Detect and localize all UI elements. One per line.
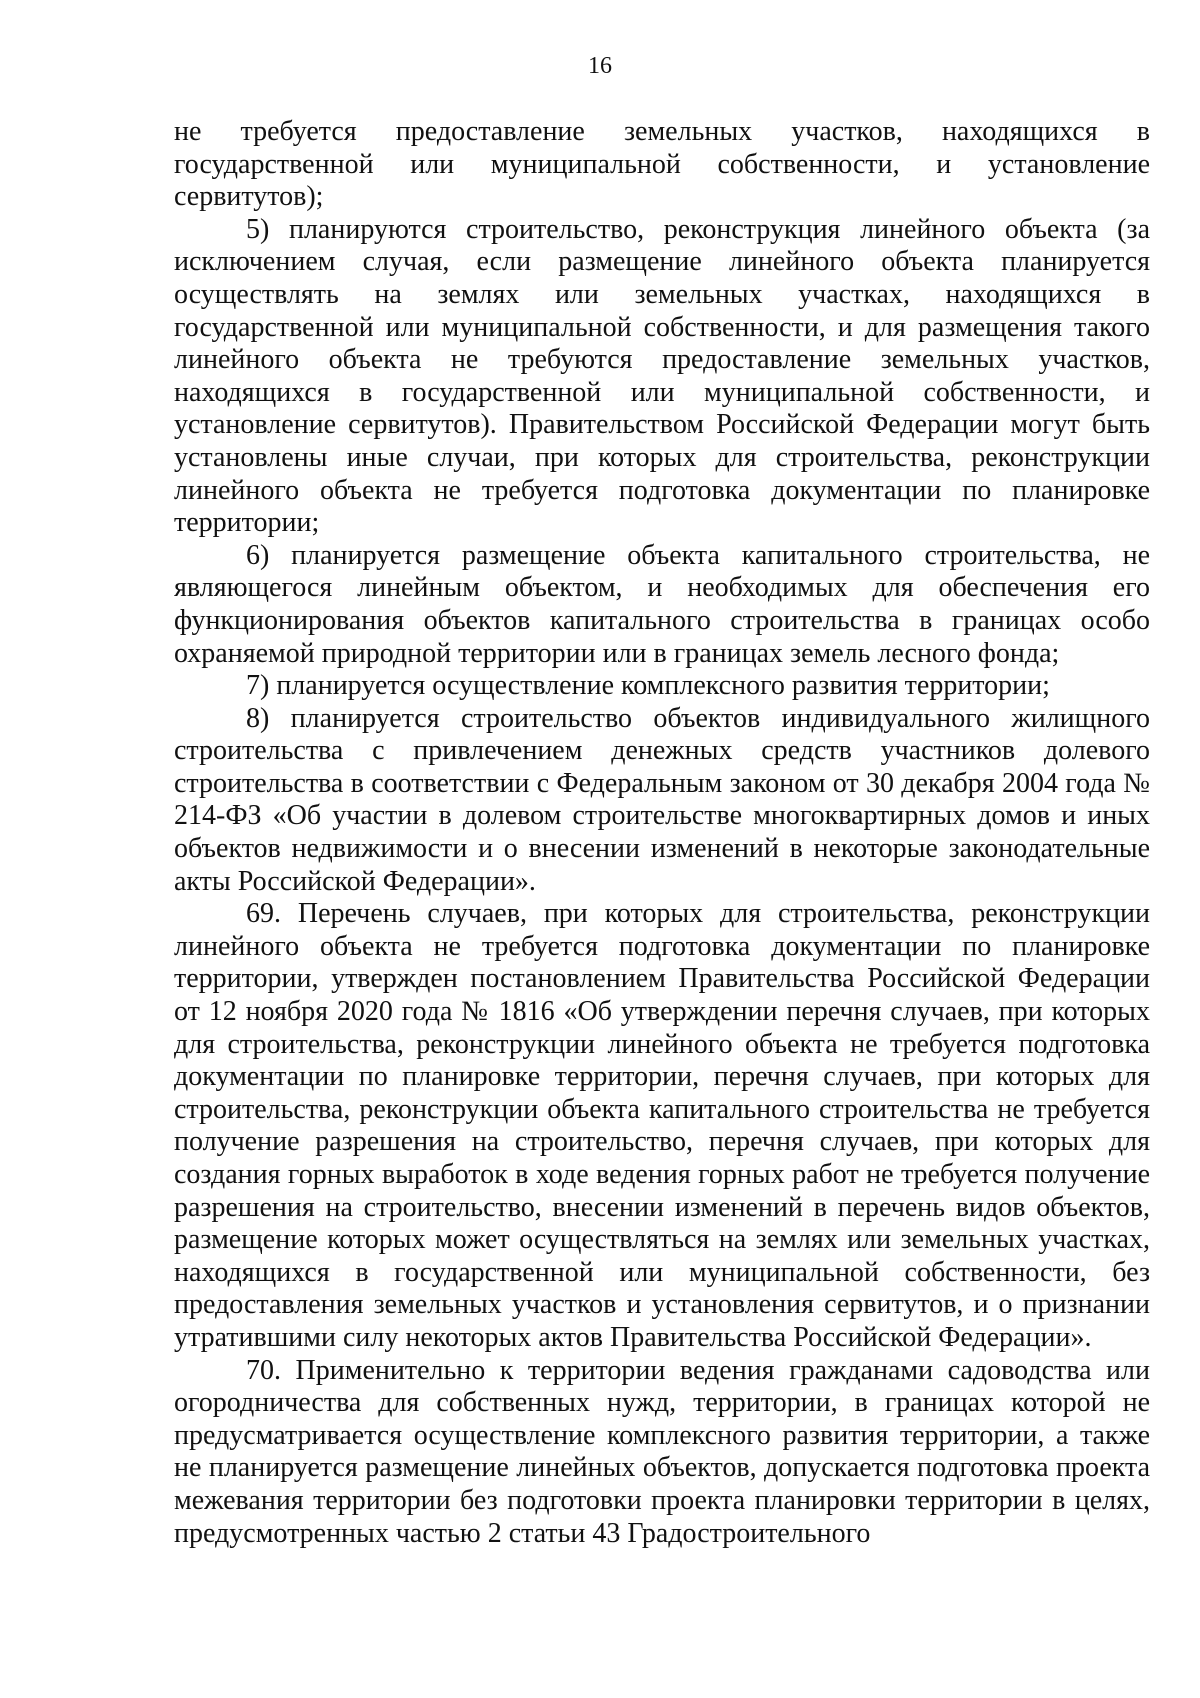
paragraph-item-6: 6) планируется размещение объекта капитального строительства, не являющегося линейным объектом, и необходимых для обеспечения его функционирования объектов капитального строительства в границах особо охраняемой природной территории или в границах земель лесного фонда; [174, 539, 1150, 669]
page-number: 16 [588, 53, 612, 79]
paragraph-item-7: 7) планируется осуществление комплексного развития территории; [246, 670, 1050, 702]
paragraph-clause-69: 69. Перечень случаев, при которых для строительства, реконструкции линейного объекта не требуется подготовка документации по планировке территории, утвержден постановлением Правительства Российской Федерации от 12 ноября 2020 года № 1816 «Об утверждении перечня случаев, при которых для строительства, реконструкции линейного объекта не требуется подготовка документации по планировке территории, перечня случаев, при которых для строительства, реконструкции объекта капитального строительства не требуется получение разрешения на строительство, перечня случаев, при которых для создания горных выработок в ходе ведения горных работ не требуется получение разрешения на строительство, внесении изменений в перечень видов объектов, размещение которых может осуществляться на землях или земельных участках, находящихся в государственной или муниципальной собственности, без предоставления земельных участков и установления сервитутов, и о признании утратившими силу некоторых актов Правительства Российской Федерации». [174, 898, 1150, 1353]
document-body [174, 116, 1150, 1550]
paragraph-clause-70: 70. Применительно к территории ведения гражданами садоводства или огородничества для собственных нужд, территории, в границах которой не предусматривается осуществление комплексного развития территории, а также не планируется размещение линейных объектов, допускается подготовка проекта межевания территории без подготовки проекта планировки территории в целях, предусмотренных частью 2 статьи 43 Градостроительного [174, 1354, 1150, 1549]
paragraph-item-5: 5) планируются строительство, реконструкция линейного объекта (за исключением случая, если размещение линейного объекта планируется осуществлять на землях или земельных участках, находящихся в государственной или муниципальной собственности, и для размещения такого линейного объекта не требуются предоставление земельных участков, находящихся в государственной или муниципальной собственности, и установление сервитутов). Правительством Российской Федерации могут быть установлены иные случаи, при которых для строительства, реконструкции линейного объекта не требуется подготовка документации по планировке территории; [174, 213, 1150, 539]
paragraph-item-8: 8) планируется строительство объектов индивидуального жилищного строительства с привлечением денежных средств участников долевого строительства в соответствии с Федеральным законом от 30 декабря 2004 года № 214-ФЗ «Об участии в долевом строительстве многоквартирных домов и иных объектов недвижимости и о внесении изменений в некоторые законодательные акты Российской Федерации». [174, 702, 1150, 897]
paragraph-continuation: не требуется предоставление земельных участков, находящихся в государственной или муниципальной собственности, и установление сервитутов); [174, 116, 1150, 213]
